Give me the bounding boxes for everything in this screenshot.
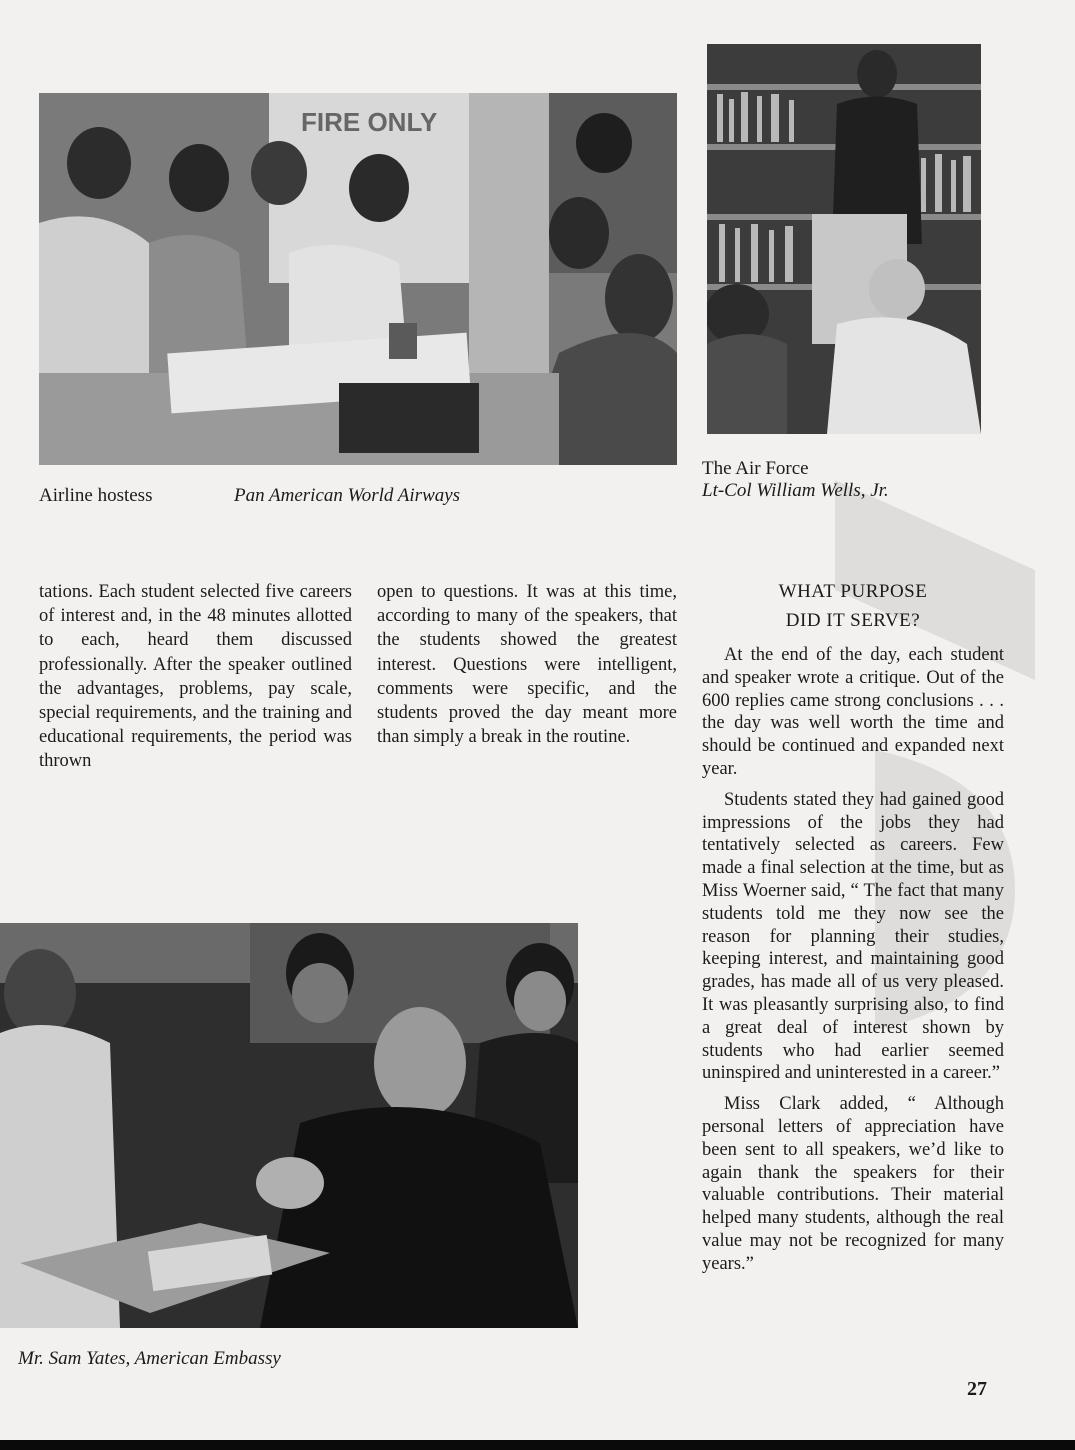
page-number: 27 [967,1378,987,1400]
airforce-caption-line2: Lt-Col William Wells, Jr. [702,480,889,501]
article-column-2 [377,580,677,757]
fire-only-sign: FIRE ONLY [301,107,438,137]
section-heading-line1: WHAT PURPOSE [778,581,928,602]
article-paragraph-2: Students stated they had gained good impressions of the jobs they had tentatively selected as careers. Few made a final selection at the time, but as Miss Woerner said, “ The fact that many students told me they now see the reason for planning their studies, keeping interest, and maintaining good grades, has made all of us very pleased. It was pleasantly surprising also, to find a great deal of interest shown by students who had earlier seemed uninspired and uninterested in a career.” [702,789,1004,1084]
hostess-caption-org: Pan American World Airways [234,485,461,506]
airforce-photo [707,44,981,434]
hostess-caption-name: Airline hostess [39,485,153,506]
article-col1-text: tations. Each student selected five careers of interest and, in the 48 minutes allotted to each, heard them discussed professionally. After the speaker outlined the advantages, problems, pay scale, special requirements, and the training and educational requirements, the period was thrown [39,582,352,772]
embassy-caption: Mr. Sam Yates, American Embassy [18,1348,281,1369]
section-heading-line2: DID IT SERVE? [785,610,921,631]
section-heading [702,577,1004,635]
article-col2-text: open to questions. It was at this time, according to many of the speakers, that the students showed the greatest interest. Questions were intelligent, comments were specific, and the students proved the day meant more than simply a break in the routine. [377,582,677,748]
airforce-caption-line1: The Air Force [702,458,809,479]
embassy-photo [0,923,578,1328]
bottom-edge [0,1440,1075,1450]
article-column-3 [702,644,1004,1284]
hostess-photo [39,93,677,465]
article-column-1 [39,580,352,782]
article-paragraph-3: Miss Clark added, “ Although personal letters of appreciation have been sent to all speakers, we’d like to again thank the speakers for their valuable contributions. Their material helped many students, although the real value may not be recognized for many years.” [702,1094,1004,1274]
article-paragraph-1: At the end of the day, each student and speaker wrote a critique. Out of the 600 replies came strong conclusions . . . the day was well worth the time and should be continued and expanded next year. [702,645,1004,779]
